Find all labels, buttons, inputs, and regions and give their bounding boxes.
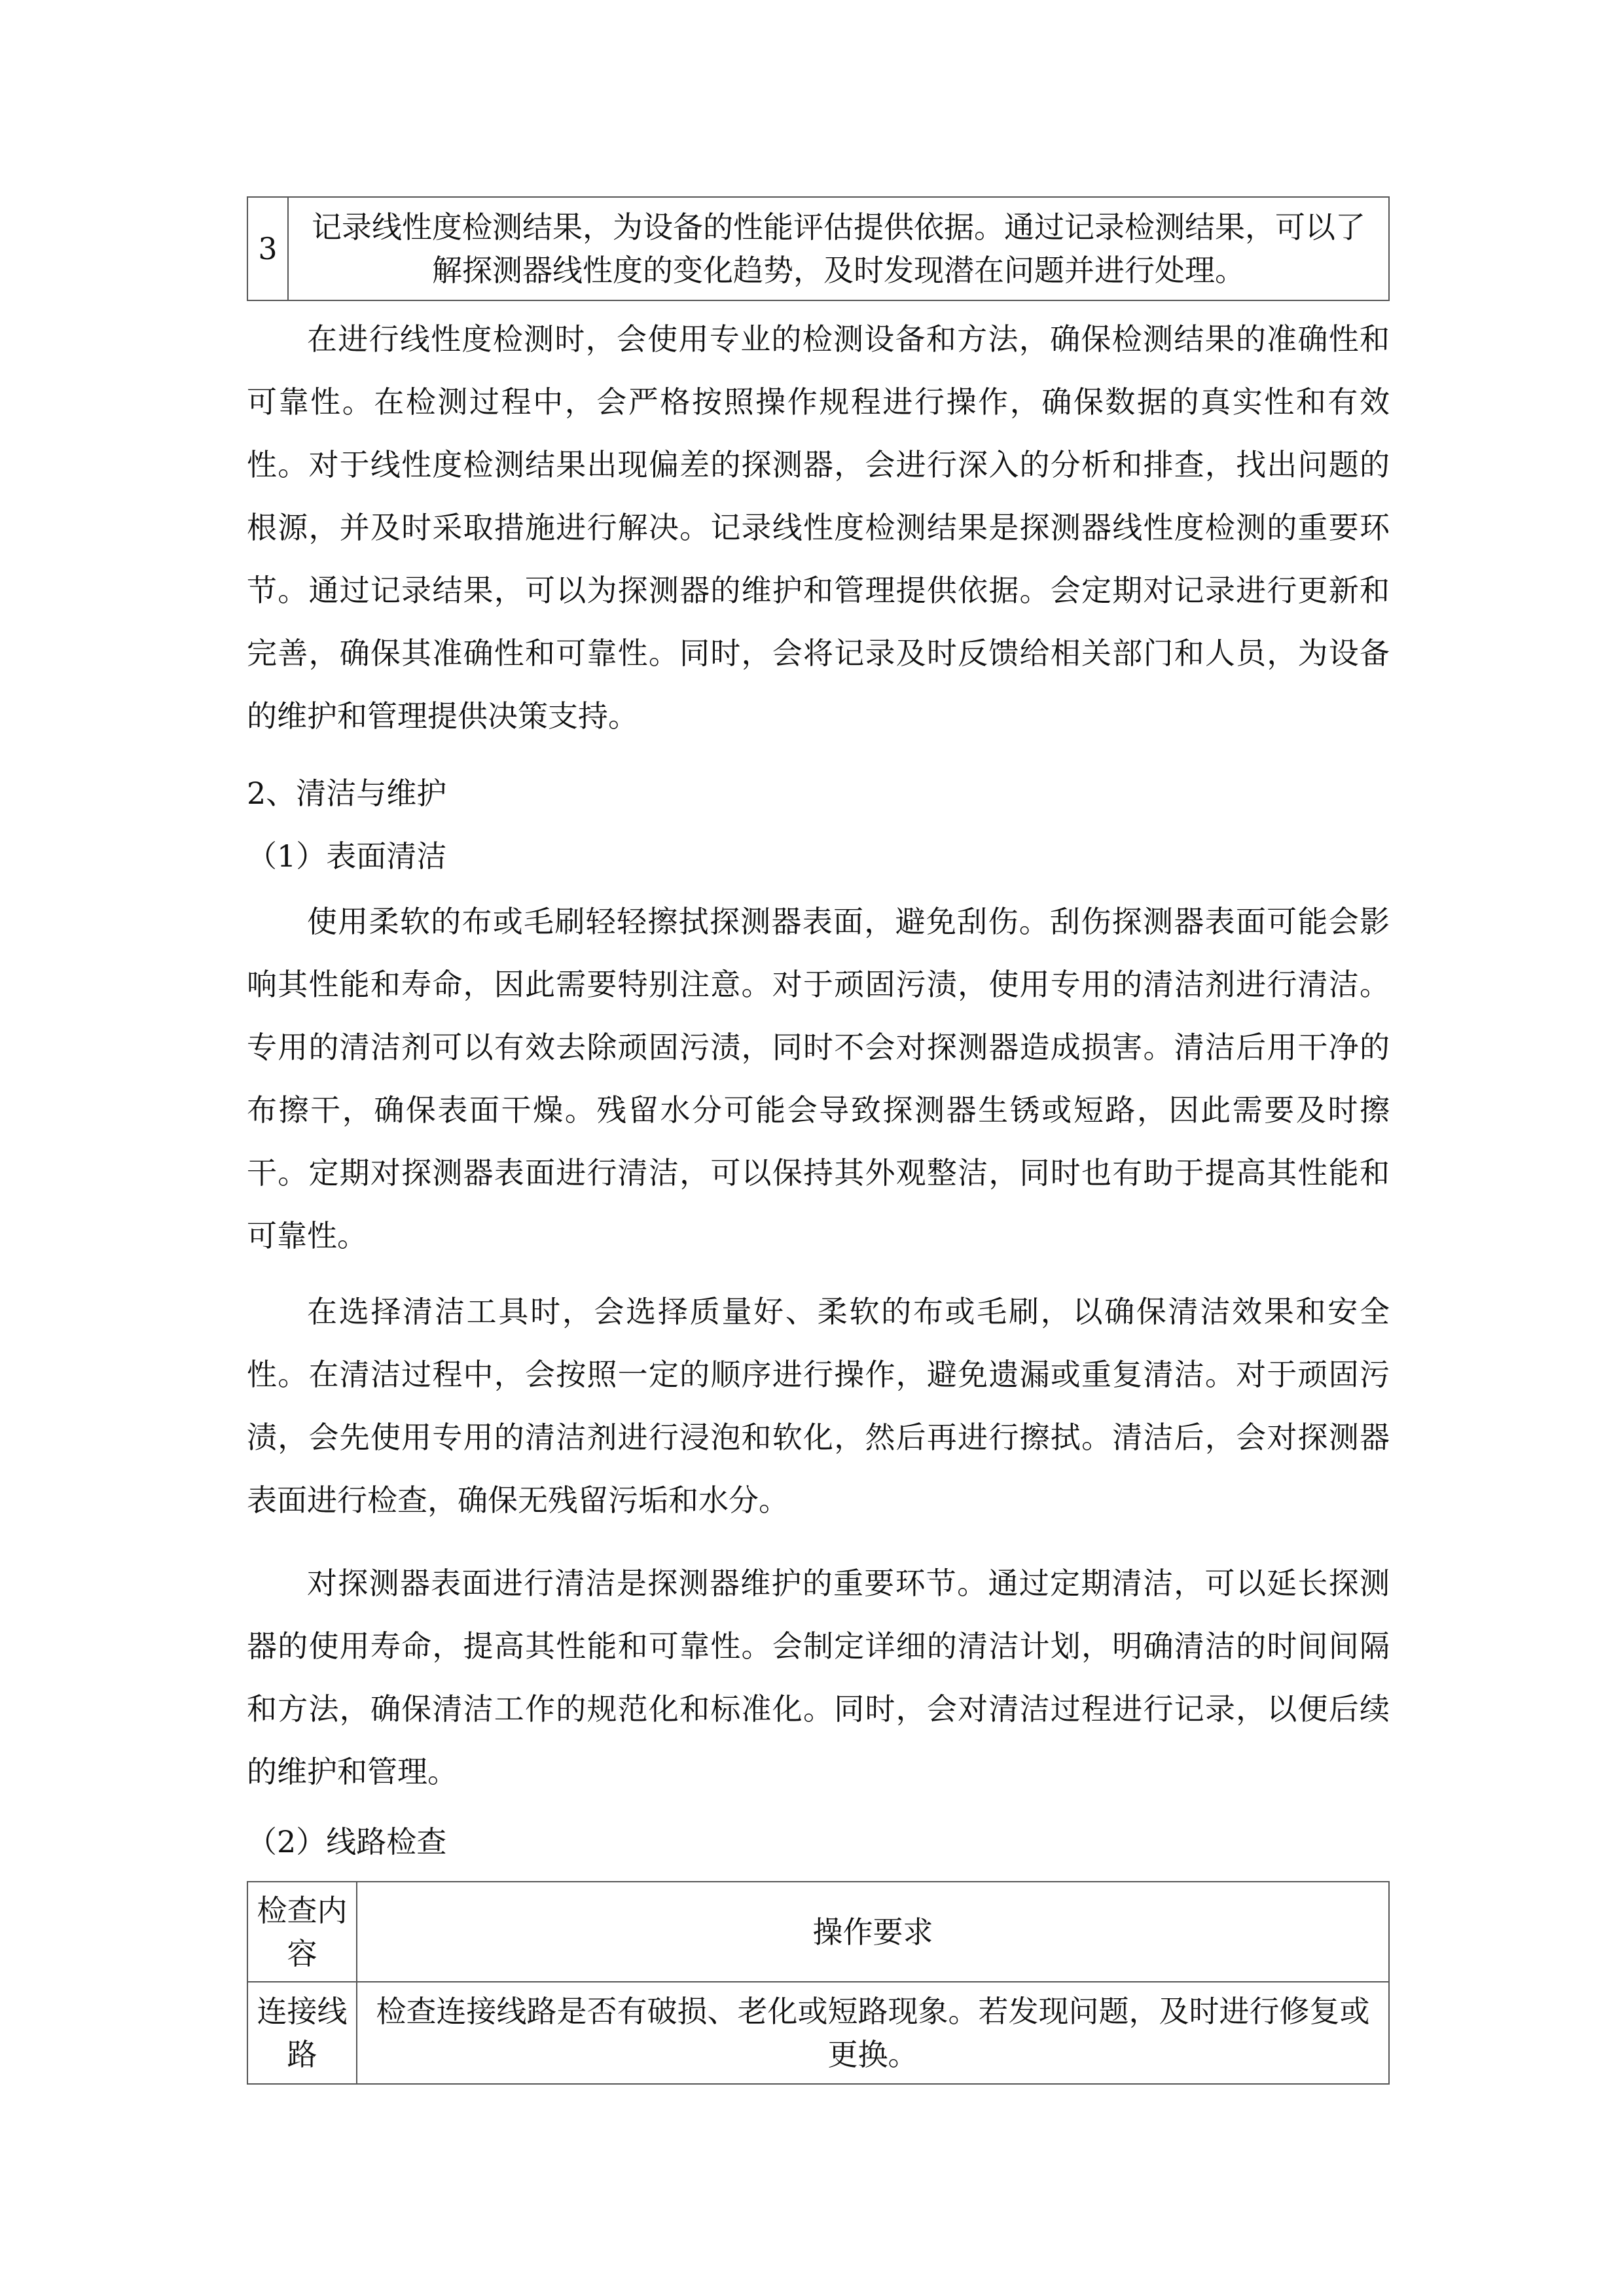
table-header-row — [247, 1882, 1389, 1982]
section-heading-cleaning-maintenance: 2、清洁与维护 — [247, 776, 447, 811]
paragraph-cleaning-importance: 对探测器表面进行清洁是探测器维护的重要环节。通过定期清洁，可以延长探测器的使用寿命，提高其性能和可靠性。会制定详细的清洁计划，明确清洁的时间间隔和方法，确保清洁工作的规范化和标准化。同时，会对清洁过程进行记录，以便后续的维护和管理。 — [247, 1566, 1390, 1789]
body-text — [247, 308, 1390, 747]
paragraph-linearity-detection: 在进行线性度检测时，会使用专业的检测设备和方法，确保检测结果的准确性和可靠性。在检测过程中，会严格按照操作规程进行操作，确保数据的真实性和有效性。对于线性度检测结果出现偏差的探测器，会进行深入的分析和排查，找出问题的根源，并及时采取措施进行解决。记录线性度检测结果是探测器线性度检测的重要环节。通过记录结果，可以为探测器的维护和管理提供依据。会定期对记录进行更新和完善，确保其准确性和可靠性。同时，会将记录及时反馈给相关部门和人员，为设备的维护和管理提供决策支持。 — [247, 321, 1390, 734]
step-number: 3 — [247, 197, 288, 300]
body-text — [247, 890, 1390, 1267]
line-check-table — [247, 1881, 1390, 2085]
section-line-check — [247, 1810, 1390, 1873]
paragraph-surface-cleaning: 使用柔软的布或毛刷轻轻擦拭探测器表面，避免刮伤。刮伤探测器表面可能会影响其性能和寿命，因此需要特别注意。对于顽固污渍，使用专用的清洁剂进行清洁。专用的清洁剂可以有效去除顽固污渍，同时不会对探测器造成损害。清洁后用干净的布擦干，确保表面干燥。残留水分可能会导致探测器生锈或短路，因此需要及时擦干。定期对探测器表面进行清洁，可以保持其外观整洁，同时也有助于提高其性能和可靠性。 — [247, 904, 1390, 1253]
section-cleaning — [247, 762, 1390, 888]
subsection-heading-line-check: （2）线路检查 — [247, 1824, 447, 1859]
column-header-operation-requirements: 操作要求 — [357, 1882, 1389, 1982]
table-row — [247, 1982, 1389, 2084]
paragraph-cleaning-tools: 在选择清洁工具时，会选择质量好、柔软的布或毛刷，以确保清洁效果和安全性。在清洁过程中，会按照一定的顺序进行操作，避免遗漏或重复清洁。对于顽固污渍，会先使用专用的清洁剂进行浸泡和软化，然后再进行擦拭。清洁后，会对探测器表面进行检查，确保无残留污垢和水分。 — [247, 1294, 1390, 1518]
body-text — [247, 1280, 1390, 1532]
detection-steps-table — [247, 196, 1390, 301]
step-description: 记录线性度检测结果，为设备的性能评估提供依据。通过记录检测结果，可以了解探测器线性度的变化趋势，及时发现潜在问题并进行处理。 — [288, 197, 1389, 300]
table-row — [247, 197, 1389, 300]
check-requirement: 检查连接线路是否有破损、老化或短路现象。若发现问题，及时进行修复或更换。 — [357, 1982, 1389, 2084]
body-text — [247, 1552, 1390, 1803]
column-header-check-content: 检查内容 — [247, 1882, 357, 1982]
check-item: 连接线路 — [247, 1982, 357, 2084]
subsection-heading-surface-cleaning: （1）表面清洁 — [247, 838, 447, 874]
